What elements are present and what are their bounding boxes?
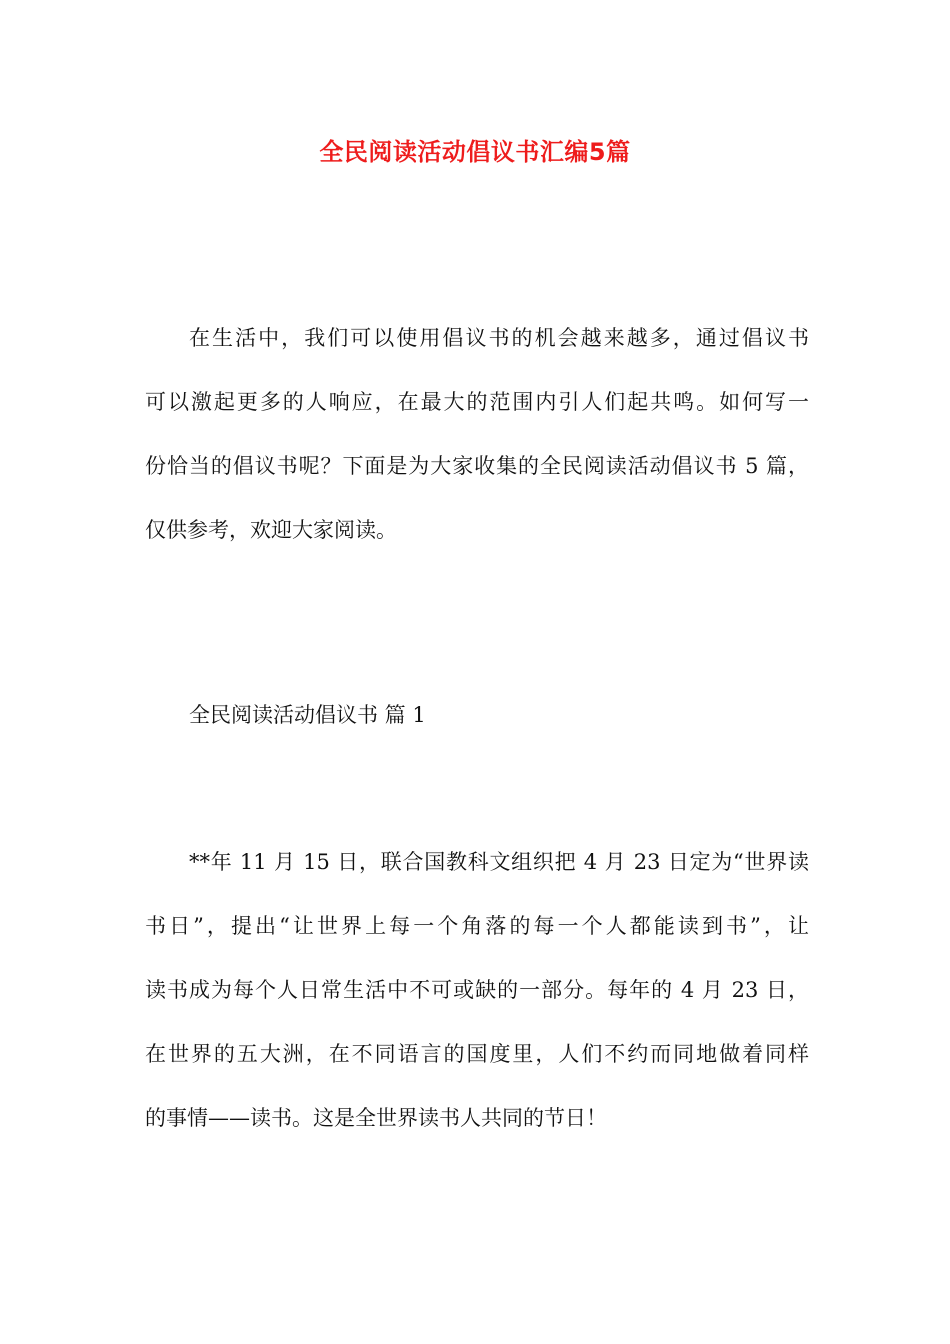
section-heading: 全民阅读活动倡议书 篇 1 [189,703,426,727]
section-line-2: 书日”，提出“让世界上每一个角落的每一个人都能读到书”，让 [145,914,809,938]
intro-line-1: 在生活中，我们可以使用倡议书的机会越来越多，通过倡议书 [189,326,809,350]
document-title: 全民阅读活动倡议书汇编5篇 [319,138,631,166]
intro-line-2: 可以激起更多的人响应，在最大的范围内引人们起共鸣。如何写一 [145,390,809,414]
intro-paragraph [145,306,809,562]
section-line-1: **年 11 月 15 日，联合国教科文组织把 4 月 23 日定为“世界读 [189,850,809,874]
section-paragraph [145,830,809,1150]
intro-line-3: 份恰当的倡议书呢？下面是为大家收集的全民阅读活动倡议书 5 篇， [145,454,809,478]
section-line-4: 在世界的五大洲，在不同语言的国度里，人们不约而同地做着同样 [145,1042,809,1066]
section-line-3: 读书成为每个人日常生活中不可或缺的一部分。每年的 4 月 23 日， [145,978,809,1002]
intro-line-4: 仅供参考，欢迎大家阅读。 [145,518,397,542]
section-line-5: 的事情——读书。这是全世界读书人共同的节日！ [145,1106,607,1130]
